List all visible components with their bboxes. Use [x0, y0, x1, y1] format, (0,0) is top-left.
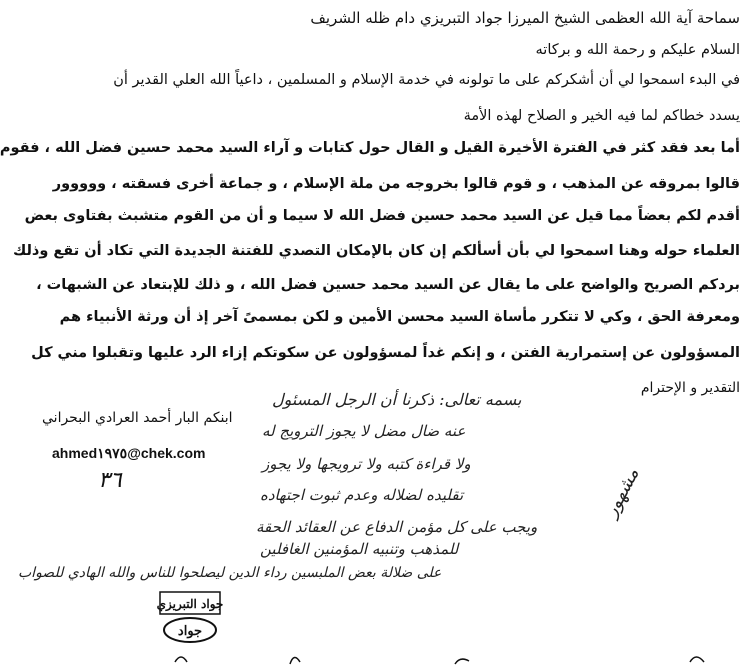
reply-line-5: ويجب على كل مؤمن الدفاع عن العقائد الحقة: [256, 518, 538, 536]
intro-line-1: في البدء اسمحوا لي أن أشكركم على ما تولونه في خدمة الإسلام و المسلمين ، داعياً الله العلي القدير أن: [113, 72, 740, 88]
body-line-2: قالوا بمروقه عن المذهب ، و قوم قالوا بخروجه من ملة الإسلام ، و جماعة أخرى فسقته ، ووووور: [52, 176, 740, 192]
scan-edge-marks: [0, 646, 750, 666]
page-number: ٣٦: [98, 468, 122, 493]
seal-top-text: جواد التبريزي: [156, 597, 224, 611]
reply-line-7: على ضلالة بعض الملبسين رداء الدين ليصلحوا للناس والله الهادي للصواب: [18, 565, 442, 581]
reply-line-3: ولا قراءة كتبه ولا ترويجها ولا يجوز: [262, 455, 471, 473]
body-line-5: بردكم الصريح والواضح على ما يقال عن السيد محمد حسين فضل الله ، و ذلك للإبتعاد عن الشبهات ،: [36, 277, 740, 293]
body-line-7: المسؤولون عن إستمرارية الفتن ، و إنكم غداً لمسؤولون عن سكوتكم إزاء الرد عليها وتقبلوا مني كل: [31, 345, 740, 361]
reply-line-4: تقليده لضلاله وعدم ثبوت اجتهاده: [260, 486, 464, 504]
body-line-1: أما بعد فقد كثر في الفترة الأخيرة القيل و القال حول كتابات و آراء السيد محمد حسين فضل الله ، فقوم: [0, 140, 740, 156]
seal-bottom-text: جواد: [177, 624, 203, 639]
seal-stamp: [150, 590, 230, 644]
body-line-4: العلماء حوله وهنا اسمحوا لي بأن أسألكم إن كان بالإمكان التصدي للفتنة الجديدة التي تكاد أن تقع وذلك: [12, 243, 740, 259]
body-line-3: أقدم لكم بعضاً مما قيل عن السيد محمد حسين فضل الله لا سيما و أن من القوم متشبث بفتاوى بعض: [24, 208, 740, 224]
body-line-6: ومعرفة الحق ، وكي لا تتكرر مأساة السيد محسن الأمين و لكن بمسمىً آخر إذ أن ورثة الأنبياء هم: [59, 309, 740, 325]
sender-email: ahmed١٩٧٥@chek.com: [52, 445, 206, 461]
body-line-8: التقدير و الإحترام: [640, 380, 740, 396]
sender-signature: ابنكم البار أحمد العرادي البحراني: [42, 410, 233, 426]
reply-line-1: بسمه تعالى: ذكرنا أن الرجل المسئول: [272, 390, 522, 409]
greeting-line: السلام عليكم و رحمة الله و بركاته: [535, 42, 740, 58]
addressee-line: سماحة آية الله العظمى الشيخ الميرزا جواد التبريزي دام ظله الشريف: [310, 9, 740, 27]
reply-line-2: عنه ضال مضل لا يجوز الترويج له: [262, 422, 466, 440]
reply-line-6: للمذهب وتنبيه المؤمنين الغافلين: [260, 540, 459, 558]
intro-line-2: يسدد خطاكم لما فيه الخير و الصلاح لهذه الأمة: [463, 108, 740, 124]
seal-graphic: [150, 590, 230, 644]
side-note: مشهور: [600, 464, 644, 521]
